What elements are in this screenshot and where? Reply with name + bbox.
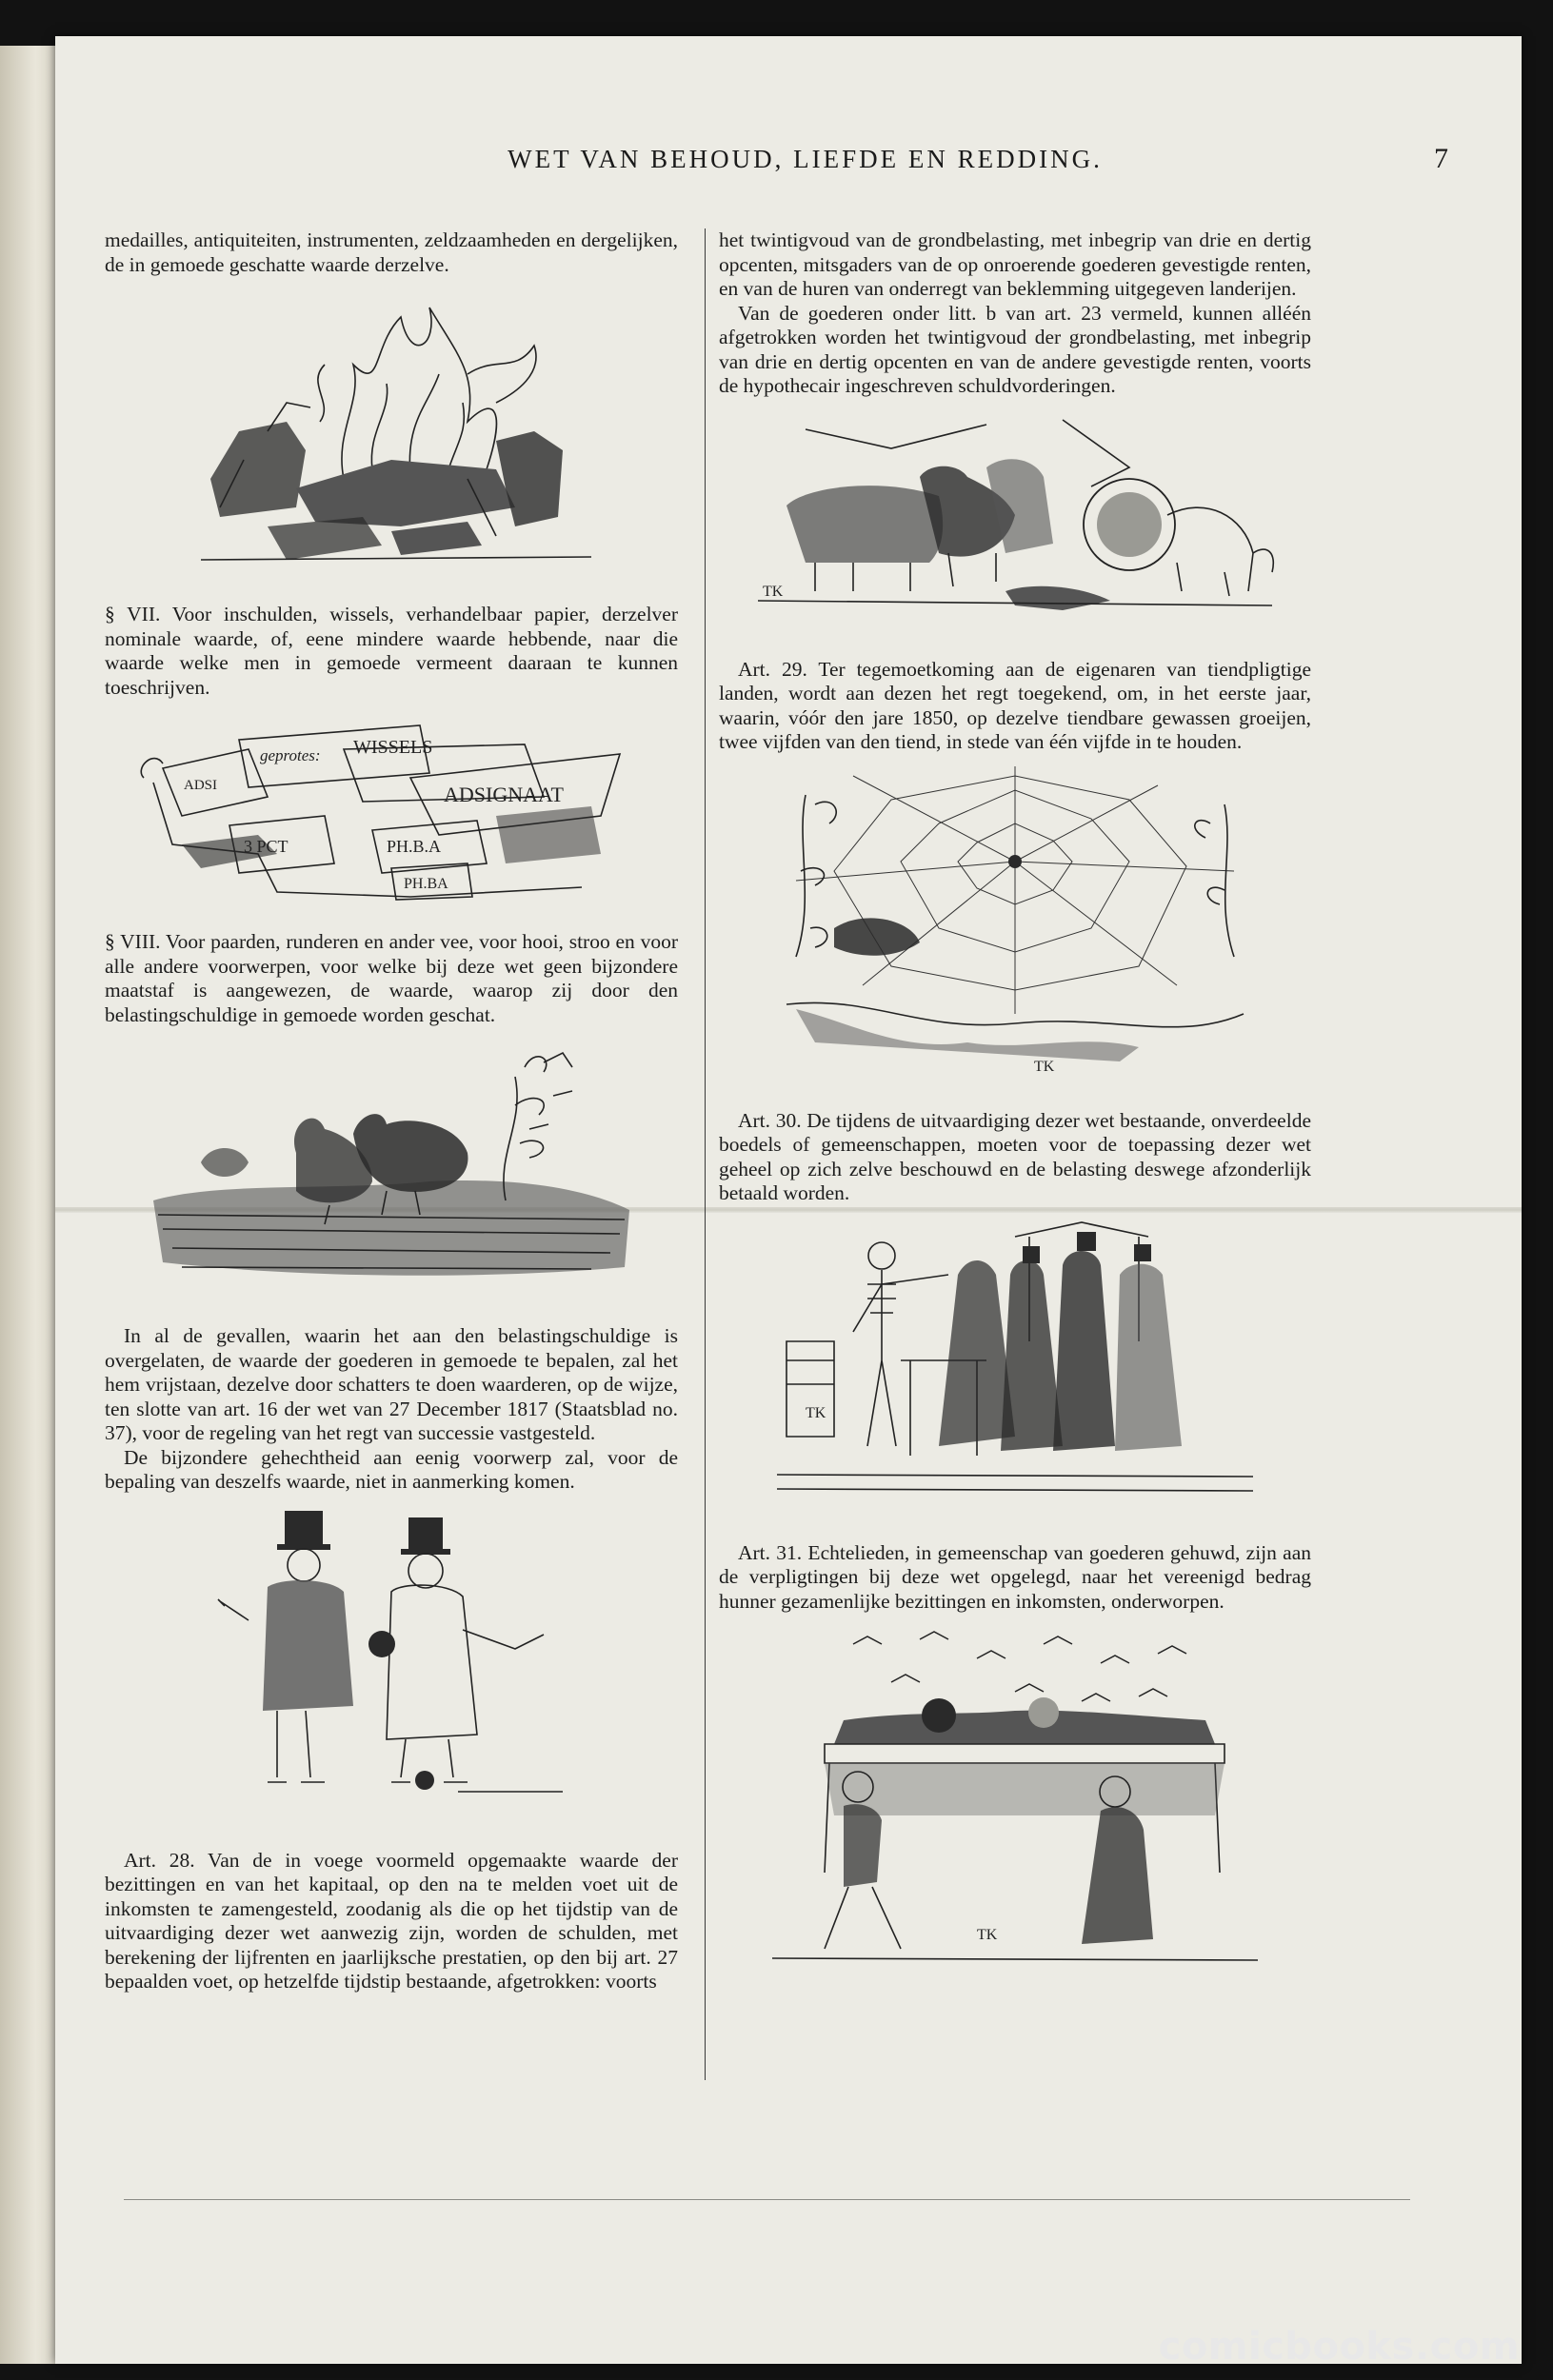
artist-monogram: TK (763, 583, 784, 600)
watermark: comicbooks.com (1158, 2325, 1520, 2369)
paper-label-adsignaat: ADSIGNAAT (444, 783, 564, 806)
footer-rule (124, 2199, 1410, 2200)
illustration-two-men-skull (210, 1506, 572, 1820)
artist-monogram: TK (977, 1927, 998, 1943)
illustration-lion-and-animals (748, 410, 1282, 629)
paper-label-wissels: WISSELS (353, 737, 433, 758)
previous-page-edge (0, 46, 59, 2364)
artist-monogram: TK (806, 1404, 826, 1421)
paragraph-left-2-sec-vii: § VII. Voor inschulden, wissels, verhandelbaar papier, derzelver nominale waarde, of, eene mindere waarde hebbende, naar die waarde welke men in gemoede vermeent daaraan te kunnen toeschrijven. (105, 603, 678, 699)
illustration-hens (144, 1039, 639, 1296)
paper-label-3pct: 3 PCT (244, 837, 289, 856)
paper-label-phba-1: PH.B.A (387, 837, 442, 856)
illustration-spider-web (777, 766, 1253, 1081)
paragraph-left-3-sec-viii: § VIII. Voor paarden, runderen en ander vee, voor hooi, stroo en voor alle andere voorwerpen, voor welke bij deze wet geen bijzondere maatstaf is aangewezen, de waarde, waarop zij door den belastingschuldige in gemoede worden geschat. (105, 930, 678, 1026)
paragraph-right-5-art-31: Art. 31. Echtelieden, in gemeenschap van goederen gehuwd, zijn aan de verpligtingen bij deze wet opgelegd, naar het vereenigd bedrag hunner gezamenlijke bezittingen en inkomsten, onderworpen. (719, 1540, 1311, 1613)
left-column (105, 228, 678, 1994)
right-column (719, 228, 1311, 1996)
paper-label-geprotes: geprotes: (260, 746, 321, 764)
paragraph-right-3-art-29: Art. 29. Ter tegemoetkoming aan de eigenaren van tiendpligtige landen, wordt aan dezen het regt toegekend, om, in het eerste jaar, waarin, vóór den jare 1850, op dezelve tiendbare gewassen groeijen, twee vijfden van den tiend, in stede van één vijfde in te houden. (719, 657, 1311, 753)
paragraph-left-6-art-28: Art. 28. Van de in voege voormeld opgemaakte waarde der bezittingen en van het kapitaal, op den na te melden voet uit de inkomsten te zamengesteld, zoodanig als die op het tijdstip van de uitvaardiging dezer wet aanwezig zijn, worden de schulden, met berekening der lijfrenten en jaarlijksche prestatien, op den bij art. 27 bepaalden voet, op hetzelfde tijdstip bestaande, afgetrokken: voorts (105, 1848, 678, 1993)
page-number: 7 (1434, 143, 1448, 174)
paragraph-left-1: medailles, antiquiteiten, instrumenten, zeldzaamheden en dergelijken, de in gemoede geschatte waarde derzelve. (105, 228, 678, 276)
illustration-burning-objects (153, 288, 629, 574)
paper-label-adsi: ADSI (184, 778, 218, 793)
paragraph-right-1: het twintigvoud van de grondbelasting, met inbegrip van drie en dertig opcenten, mitsgaders van de op onroerende goederen gevestigde renten, en van de huren van onderregt van beklemming uitgegeven landerijen. (719, 228, 1311, 300)
paragraph-left-4: In al de gevallen, waarin het aan den belastingschuldige is overgelaten, de waarde der goederen in gemoede te bepalen, zal het hem vrijstaan, dezelve door schatters te doen waarderen, op de wijze, ten slotte van art. 16 der wet van 27 December 1817 (Staatsblad no. 37), voor de regeling van het regt van successie vastgesteld. (105, 1324, 678, 1444)
illustration-papers (125, 711, 658, 902)
column-divider (705, 228, 706, 2080)
illustration-skeleton-group (777, 1218, 1253, 1513)
artist-monogram: TK (1034, 1058, 1055, 1075)
page-header-title: WET VAN BEHOUD, LIEFDE EN REDDING. (508, 145, 1103, 173)
illustration-table-and-birds (767, 1625, 1263, 1968)
paragraph-left-5: De bijzondere gehechtheid aan eenig voorwerp zal, voor de bepaling van deszelfs waarde, niet in aanmerking komen. (105, 1445, 678, 1493)
paragraph-right-4-art-30: Art. 30. De tijdens de uitvaardiging dezer wet bestaande, onverdeelde boedels of gemeenschappen, moeten voor de toepassing dezer wet geheel op zich zelve beschouwd en de belasting deswege afzonderlijk betaald worden. (719, 1108, 1311, 1204)
paragraph-right-2: Van de goederen onder litt. b van art. 23 vermeld, kunnen alléén afgetrokken worden het twintigvoud der grondbelasting, met inbegrip van drie en dertig opcenten en van de andere gevestigde renten, voorts de hypothecair ingeschreven schuldvorderingen. (719, 301, 1311, 397)
paper-label-phba-2: PH.BA (404, 876, 448, 892)
